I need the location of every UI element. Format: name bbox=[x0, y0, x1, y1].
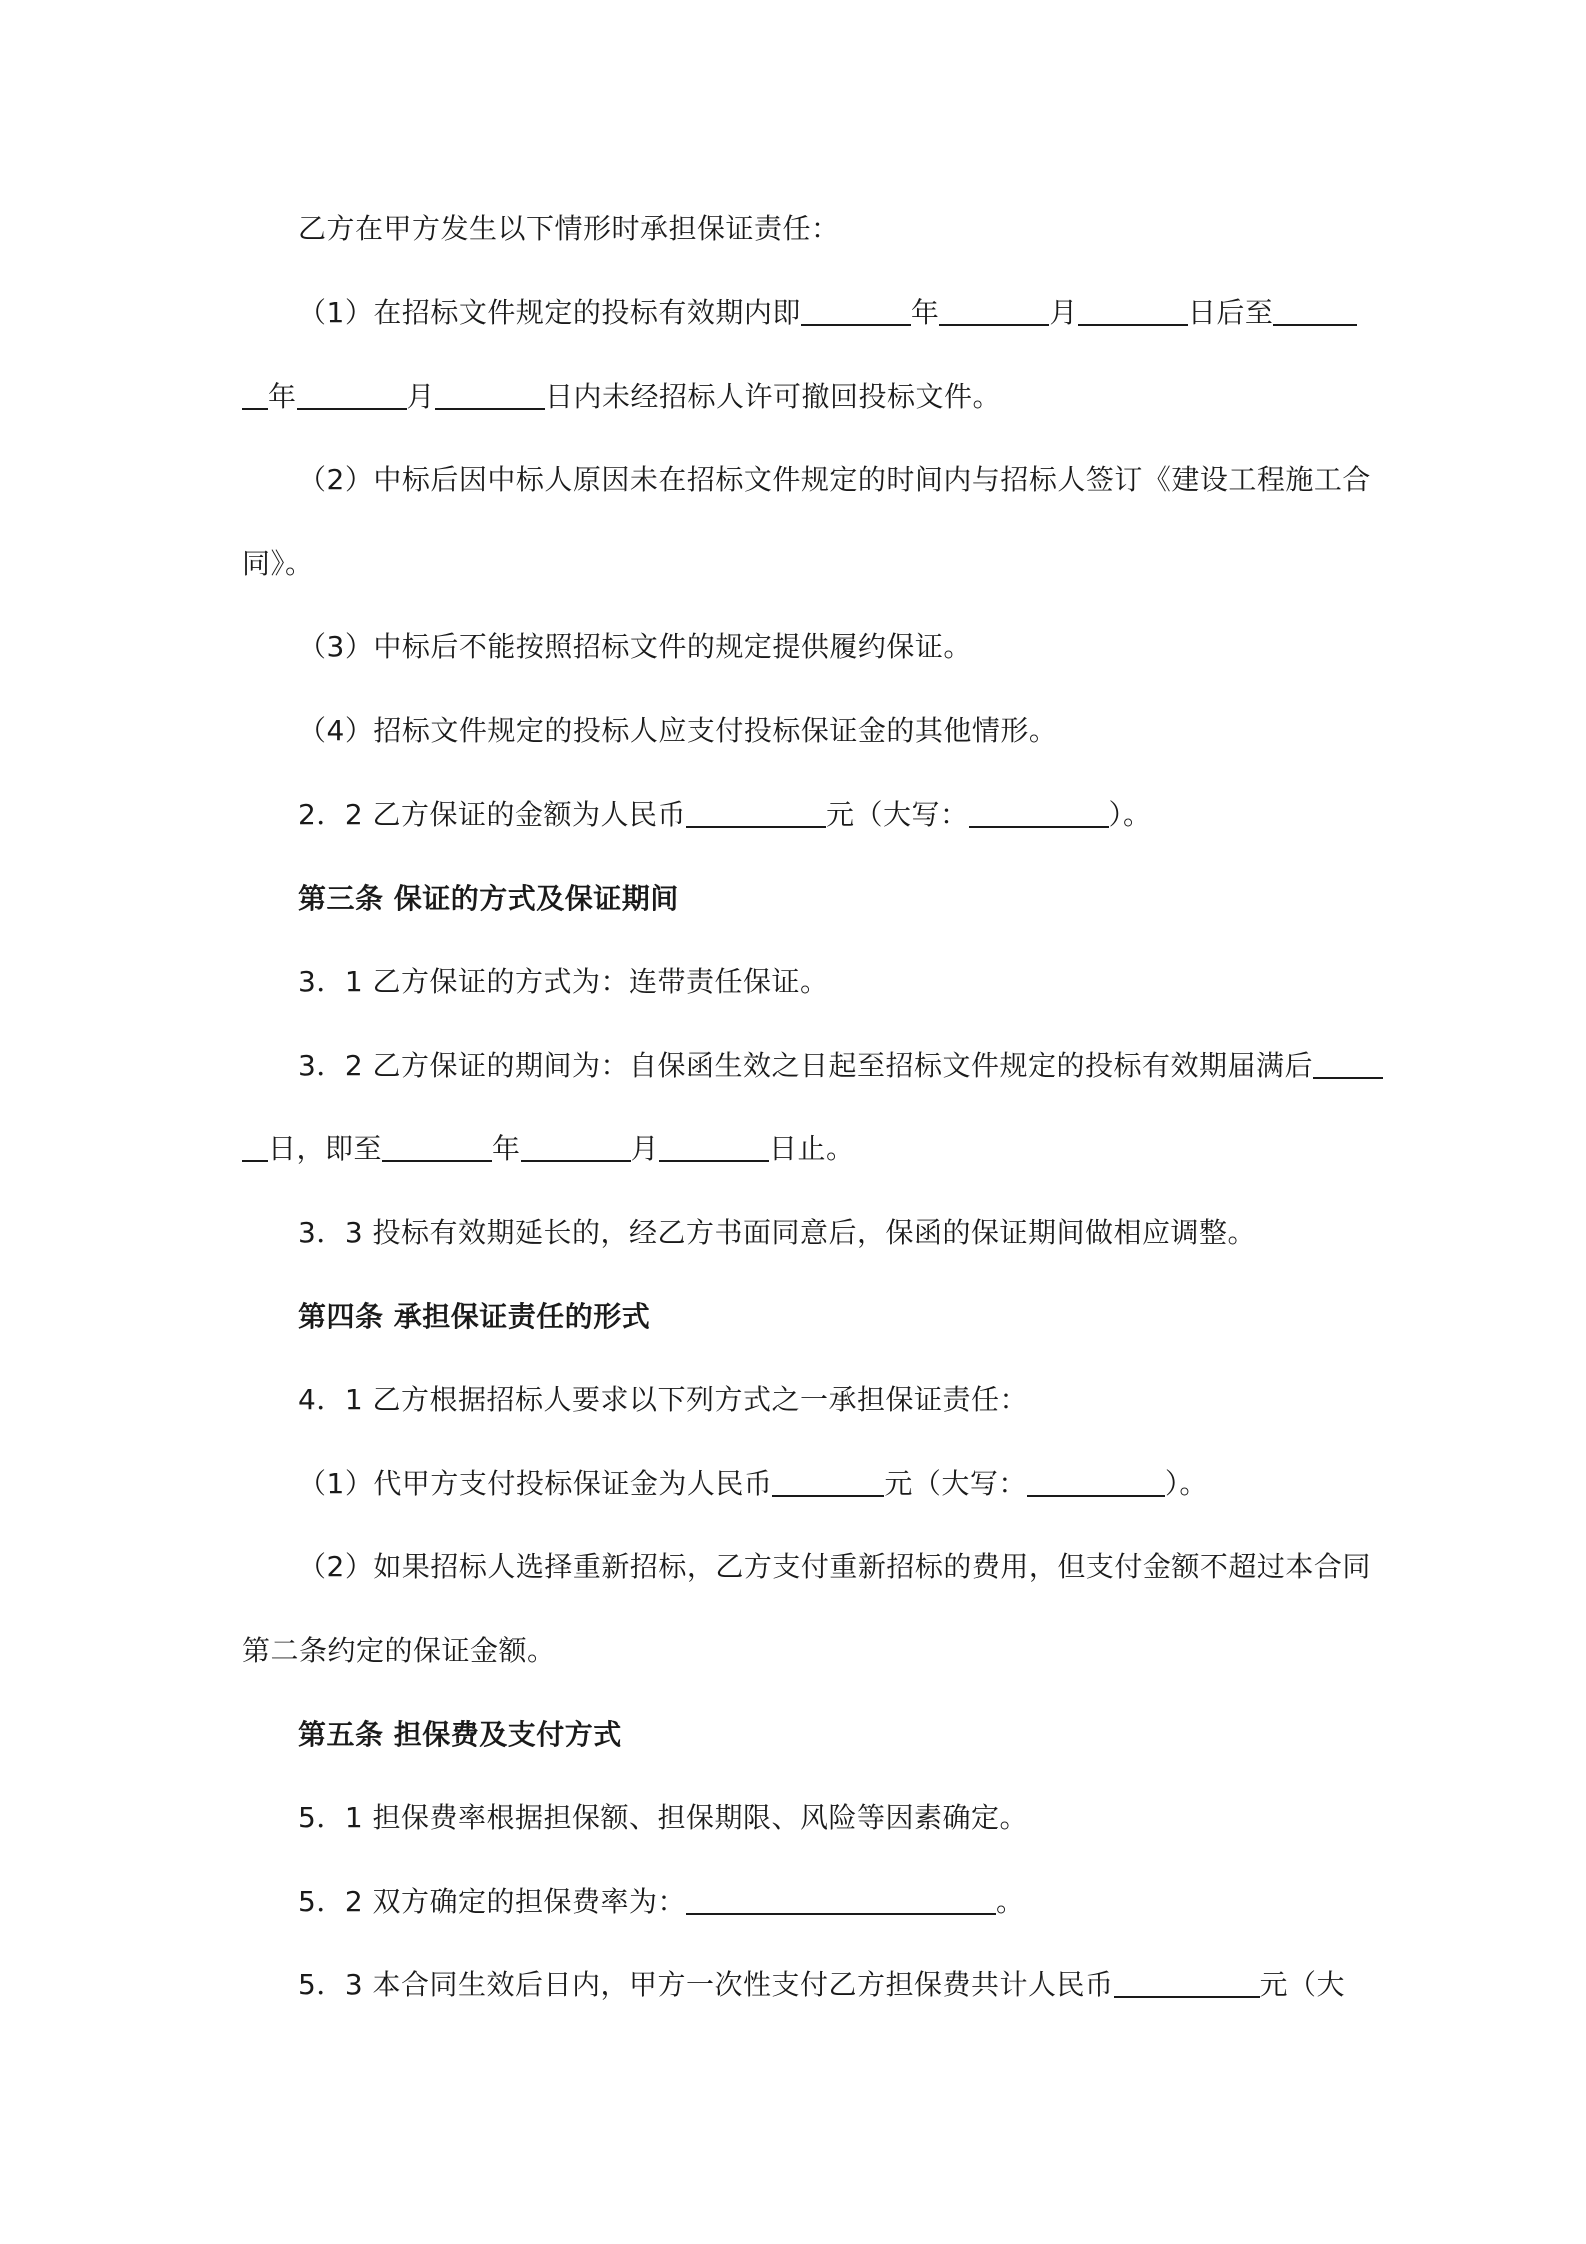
blank-field bbox=[1114, 1960, 1260, 1998]
blank-field bbox=[1027, 1459, 1165, 1497]
blank-field bbox=[521, 1124, 631, 1162]
article-title-text: 第五条 担保费及支付方式 bbox=[298, 1718, 622, 1751]
clause-4-1-2-text: （2）如果招标人选择重新招标，乙方支付重新招标的费用，但支付金额不超过本合同 bbox=[298, 1550, 1371, 1583]
year-label: 年 bbox=[268, 380, 297, 413]
clause-4-1-2-line-2 bbox=[242, 1626, 556, 1676]
article-3-title bbox=[298, 874, 679, 924]
clause-3-2-line-1 bbox=[298, 1041, 1383, 1091]
clause-2-2-text: 2．2 乙方保证的金额为人民币 bbox=[298, 798, 687, 831]
clause-5-3-text: 5．3 本合同生效后日内，甲方一次性支付乙方担保费共计人民币 bbox=[298, 1968, 1114, 2001]
item-1-line-1 bbox=[298, 288, 1357, 338]
article-5-title bbox=[298, 1710, 622, 1760]
blank-field bbox=[1273, 288, 1357, 326]
article-title-text: 第四条 承担保证责任的形式 bbox=[298, 1300, 651, 1333]
clause-5-2-text: 。 bbox=[996, 1885, 1025, 1918]
intro-text: 乙方在甲方发生以下情形时承担保证责任： bbox=[298, 212, 840, 245]
article-4-title bbox=[298, 1292, 650, 1342]
clause-2-2-text: ）。 bbox=[1108, 798, 1152, 831]
item-4 bbox=[298, 706, 1057, 756]
clause-5-1 bbox=[298, 1793, 1028, 1843]
clause-4-1-2-line-1 bbox=[298, 1542, 1371, 1592]
blank-field bbox=[297, 372, 407, 410]
month-label: 月 bbox=[406, 380, 436, 413]
clause-5-1-text: 5．1 担保费率根据担保额、担保期限、风险等因素确定。 bbox=[298, 1801, 1029, 1834]
item-2-text: （2）中标后因中标人原因未在招标文件规定的时间内与招标人签订《建设工程施工合 bbox=[298, 463, 1371, 496]
clause-3-3 bbox=[298, 1208, 1256, 1258]
blank-field bbox=[659, 1124, 769, 1162]
clause-4-1-1-text: ）。 bbox=[1164, 1467, 1208, 1500]
item-2-text: 同》。 bbox=[242, 547, 314, 580]
item-4-text: （4）招标文件规定的投标人应支付投标保证金的其他情形。 bbox=[298, 714, 1058, 747]
item-3-text: （3）中标后不能按照招标文件的规定提供履约保证。 bbox=[298, 630, 972, 663]
blank-field bbox=[772, 1459, 884, 1497]
year-label: 年 bbox=[910, 296, 940, 329]
blank-field bbox=[686, 790, 826, 828]
clause-5-2-text: 5．2 双方确定的担保费率为： bbox=[298, 1885, 687, 1918]
item-1-text: 日后至 bbox=[1187, 296, 1274, 329]
blank-field bbox=[969, 790, 1109, 828]
blank-field bbox=[1078, 288, 1188, 326]
intro-paragraph bbox=[298, 204, 840, 254]
clause-3-2-line-2 bbox=[242, 1124, 855, 1174]
item-2-line-1 bbox=[298, 455, 1371, 505]
year-label: 年 bbox=[492, 1132, 521, 1165]
month-label: 月 bbox=[630, 1132, 660, 1165]
clause-3-2-text: 日止。 bbox=[769, 1132, 855, 1165]
blank-field bbox=[435, 372, 545, 410]
clause-3-1 bbox=[298, 957, 829, 1007]
clause-4-1 bbox=[298, 1375, 1028, 1425]
blank-field bbox=[382, 1124, 492, 1162]
item-1-text: （1）在招标文件规定的投标有效期内即 bbox=[298, 296, 801, 329]
clause-4-1-2-text: 第二条约定的保证金额。 bbox=[242, 1634, 556, 1667]
article-title-text: 第三条 保证的方式及保证期间 bbox=[298, 882, 679, 915]
clause-4-1-text: 4．1 乙方根据招标人要求以下列方式之一承担保证责任： bbox=[298, 1383, 1029, 1416]
clause-3-3-text: 3．3 投标有效期延长的，经乙方书面同意后，保函的保证期间做相应调整。 bbox=[298, 1216, 1257, 1249]
clause-2-2 bbox=[298, 790, 1152, 840]
blank-field bbox=[939, 288, 1049, 326]
blank-field bbox=[1313, 1041, 1383, 1079]
blank-field bbox=[801, 288, 911, 326]
item-3 bbox=[298, 622, 972, 672]
item-1-text: 日内未经招标人许可撤回投标文件。 bbox=[545, 380, 1002, 413]
clause-5-3 bbox=[298, 1960, 1345, 2010]
blank-field bbox=[242, 1124, 268, 1162]
clause-3-2-text: 3．2 乙方保证的期间为：自保函生效之日起至招标文件规定的投标有效期届满后 bbox=[298, 1049, 1314, 1082]
clause-4-1-1 bbox=[298, 1459, 1208, 1509]
clause-3-1-text: 3．1 乙方保证的方式为：连带责任保证。 bbox=[298, 965, 829, 998]
clause-5-3-text: 元（大 bbox=[1259, 1968, 1346, 2001]
clause-2-2-text: 元（大写： bbox=[826, 798, 969, 831]
clause-3-2-text: 日，即至 bbox=[268, 1132, 383, 1165]
item-2-line-2 bbox=[242, 539, 314, 589]
month-label: 月 bbox=[1049, 296, 1078, 329]
item-1-line-2 bbox=[242, 372, 1001, 422]
clause-4-1-1-text: （1）代甲方支付投标保证金为人民币 bbox=[298, 1467, 773, 1500]
clause-4-1-1-text: 元（大写： bbox=[884, 1467, 1027, 1500]
blank-field bbox=[242, 372, 268, 410]
blank-field bbox=[686, 1877, 996, 1915]
clause-5-2 bbox=[298, 1877, 1025, 1927]
